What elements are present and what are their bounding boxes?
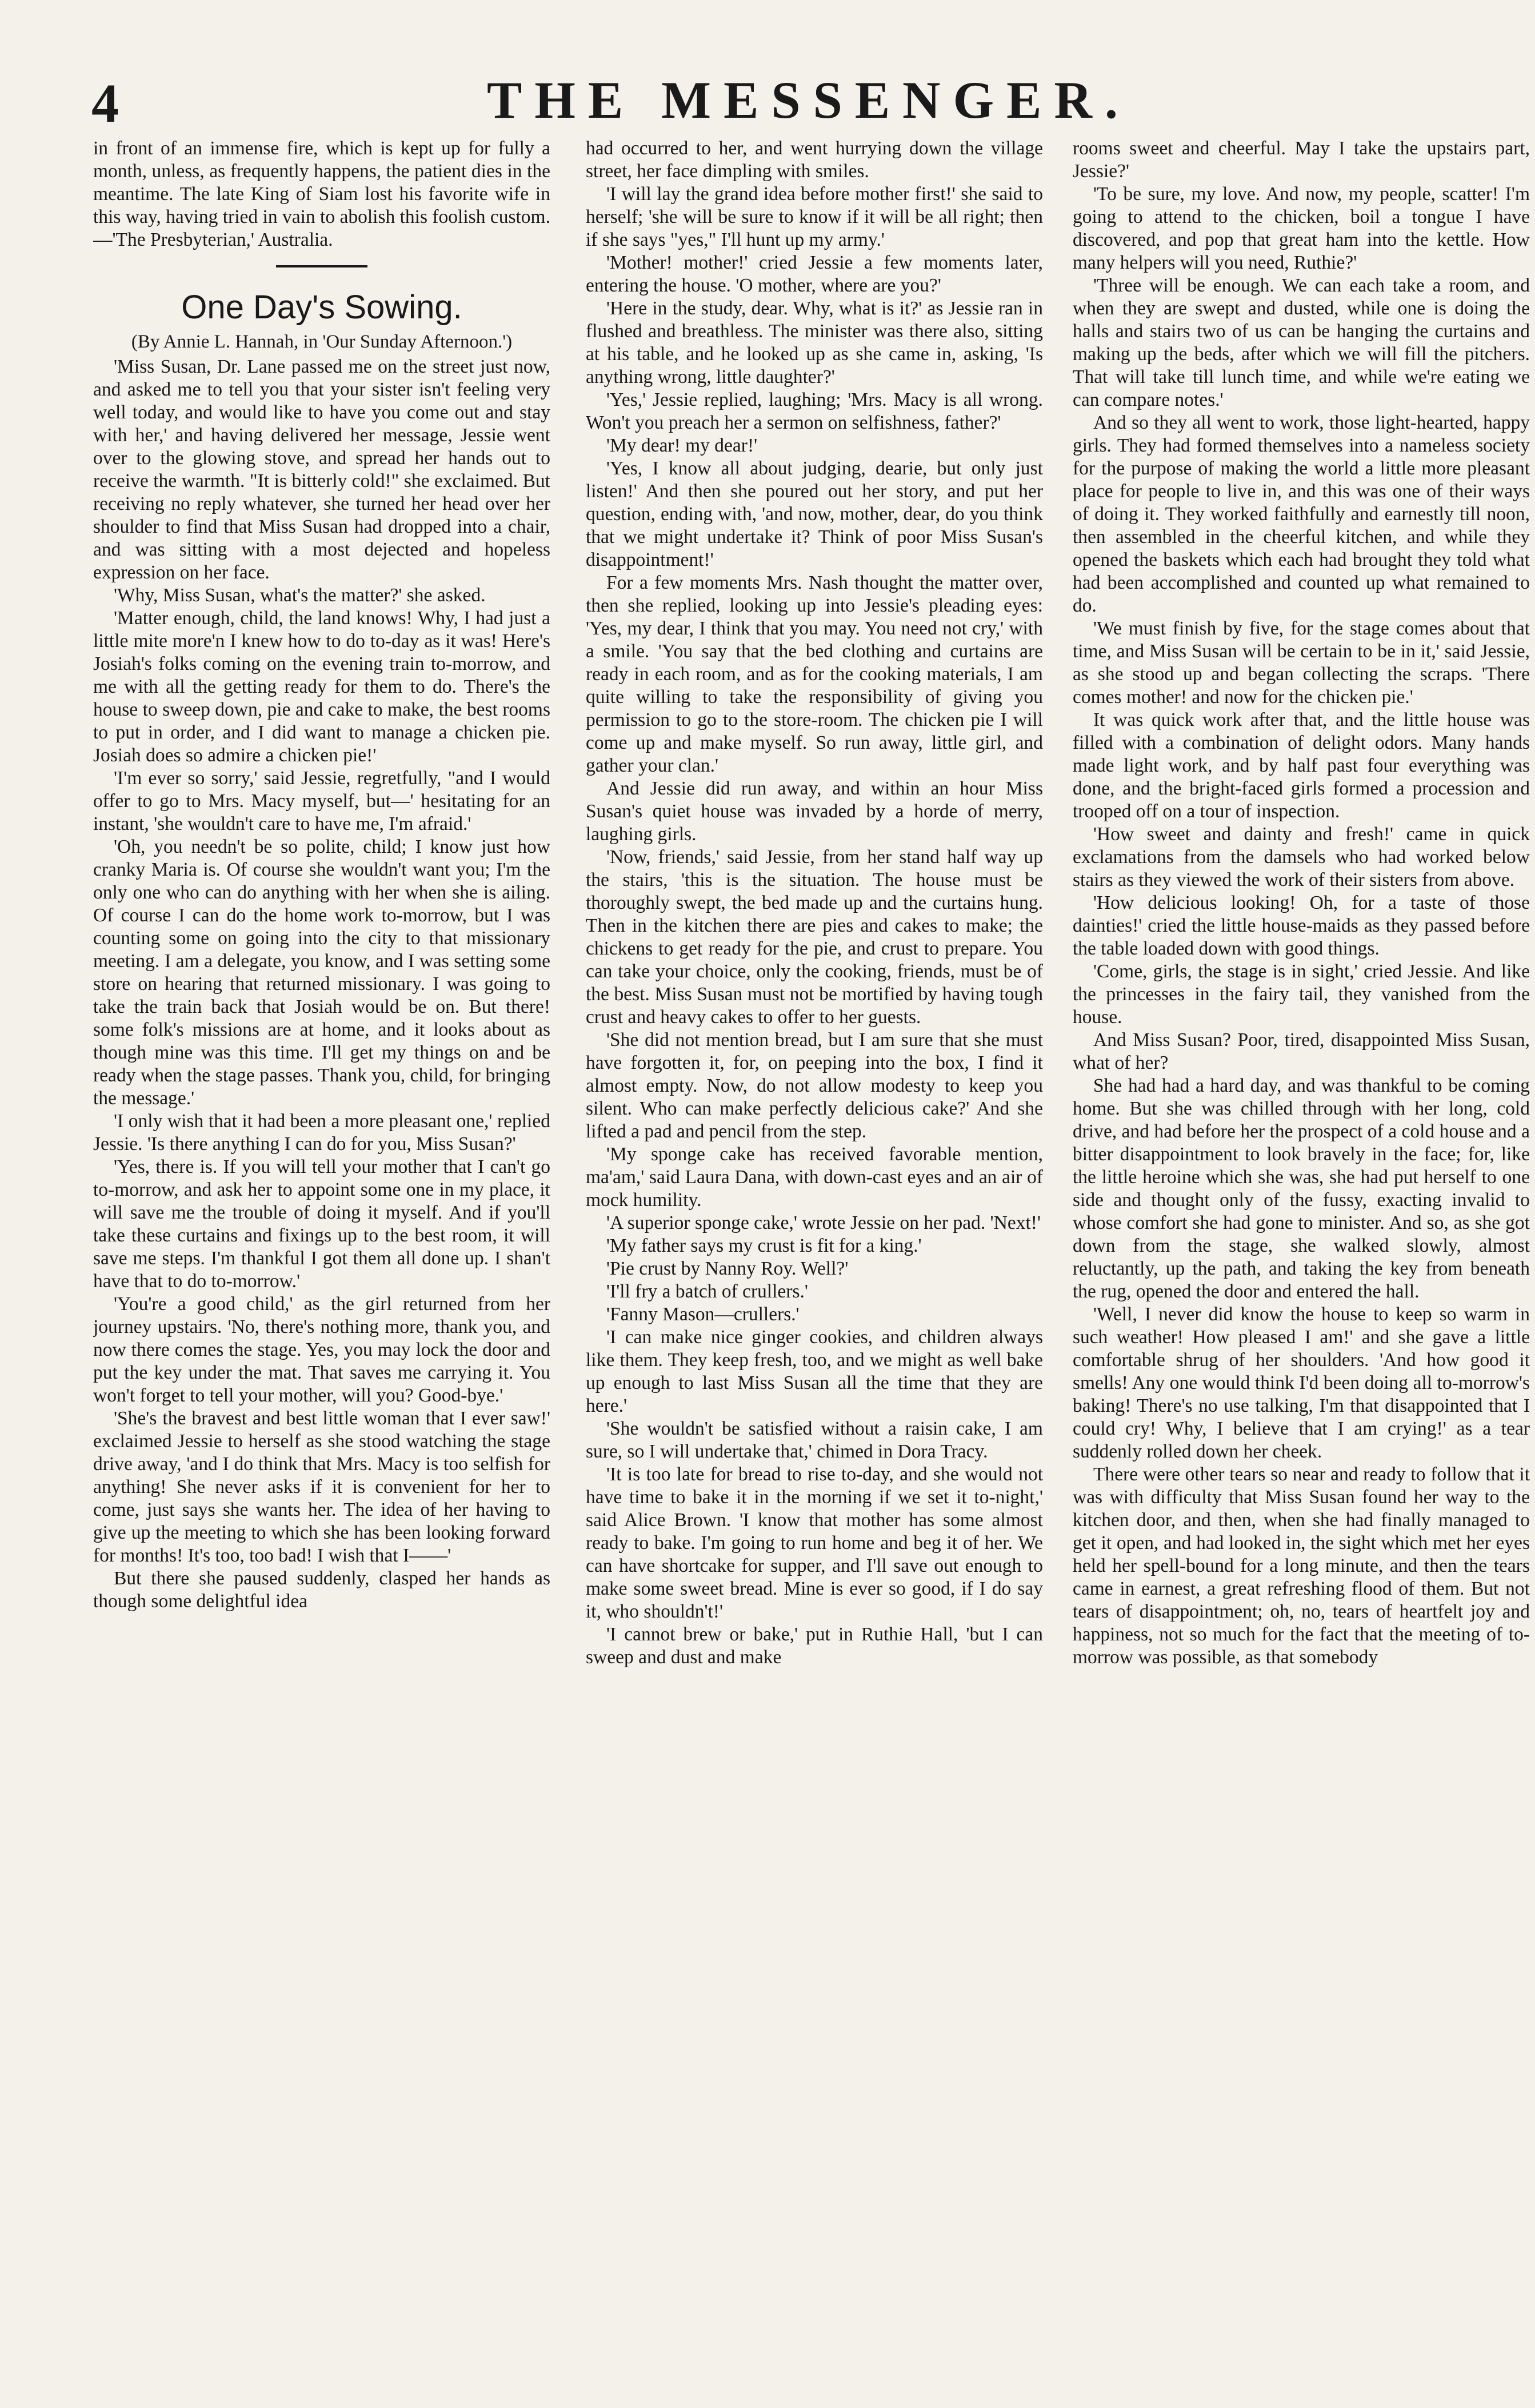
paragraph: For a few moments Mrs. Nash thought the matter over, then she replied, looking up into Jessie's pleading eyes: 'Yes, my dear, I think that you may. You need not cry,' with a smile. 'You say that the bed clothing and curtains are ready in each room, and as for the cooking materials, I am quite willing to take the responsibility of giving you permission to go to the store-room. The chicken pie I will come up and make myself. So run away, little girl, and gather your clan.' bbox=[586, 572, 1043, 776]
paragraph: But there she paused suddenly, clasped her hands as though some delightful idea bbox=[93, 1568, 550, 1612]
paragraph: 'Miss Susan, Dr. Lane passed me on the street just now, and asked me to tell you that your sister isn't feeling very well today, and would like to have you come out and stay with her,' and having delivered her message, Jessie went over to the glowing stove, and spread her hands out to receive the warmth. "It is bitterly cold!" she exclaimed. But receiving no reply whatever, she turned her head over her shoulder to find that Miss Susan had dropped into a chair, and was sitting with a most dejected and hopeless expression on her face. bbox=[93, 356, 550, 583]
paragraph: And so they all went to work, those light-hearted, happy girls. They had formed themselves into a nameless society for the purpose of making the world a little more pleasant place for people to live in, and this was one of their ways of doing it. They worked faithfully and earnestly till noon, then assembled in the cheerful kitchen, and while they opened the baskets which each had brought they told what had been accomplished and counted up what remained to do. bbox=[1073, 412, 1530, 616]
paragraph: 'She's the bravest and best little woman that I ever saw!' exclaimed Jessie to herself as she stood watching the stage drive away, 'and I do think that Mrs. Macy is too selfish for anything! She never asks if it is convenient for her to come, just says she wants her. The idea of her having to give up the meeting to which she has been looking forward for months! It's too, too bad! I wish that I——' bbox=[93, 1408, 550, 1566]
column-3-body bbox=[1073, 137, 1530, 1669]
page-header bbox=[86, 63, 1532, 134]
paragraph: 'Yes, I know all about judging, dearie, but only just listen!' And then she poured out her story, and put her question, ending with, 'and now, mother, dear, do you think that we might undertake it? Think of poor Miss Susan's disappointment!' bbox=[586, 458, 1043, 570]
paragraph: 'I can make nice ginger cookies, and children always like them. They keep fresh, too, and we might as well bake up enough to last Miss Susan all the time that they are here.' bbox=[586, 1327, 1043, 1416]
paragraph: 'I cannot brew or bake,' put in Ruthie Hall, 'but I can sweep and dust and make bbox=[586, 1624, 1043, 1668]
paragraph: 'My sponge cake has received favorable mention, ma'am,' said Laura Dana, with down-cast eyes and an air of mock humility. bbox=[586, 1144, 1043, 1211]
paragraph: 'We must finish by five, for the stage comes about that time, and Miss Susan will be certain to be in it,' said Jessie, as she stood up and began collecting the scraps. 'There comes mother! and now for the chicken pie.' bbox=[1073, 618, 1530, 708]
byline: (By Annie L. Hannah, in 'Our Sunday Afternoon.') bbox=[131, 332, 513, 352]
paragraph: And Miss Susan? Poor, tired, disappointed Miss Susan, what of her? bbox=[1073, 1029, 1530, 1073]
paragraph: 'Come, girls, the stage is in sight,' cried Jessie. And like the princesses in the fairy tail, they vanished from the house. bbox=[1073, 961, 1530, 1028]
paragraph: 'A superior sponge cake,' wrote Jessie on her pad. 'Next!' bbox=[606, 1212, 1041, 1233]
paragraph: 'My dear! my dear!' bbox=[606, 435, 758, 456]
paragraph: There were other tears so near and ready to follow that it was with difficulty that Miss Susan found her way to the kitchen door, and then, when she had finally managed to get it open, and had looked in, the sight which met her eyes held her spell-bound for a long minute, and then the tears came in earnest, a great refreshing flood of them. But not tears of disappointment; oh, no, tears of heartfelt joy and happiness, not so much for the fact that the meeting of to-morrow was possible, as that somebody bbox=[1073, 1464, 1530, 1668]
paragraph: 'Oh, you needn't be so polite, child; I know just how cranky Maria is. Of course she wouldn't want you; I'm the only one who can do anything with her when she is ailing. Of course I can do the home work to-morrow, but I was counting some on going into the city to that missionary meeting. I am a delegate, you know, and I was setting some store on hearing that returned missionary. I was going to take the train back that Josiah would be on. But there! some folk's missions are at home, and it looks about as though mine was this time. I'll get my things on and be ready when the stage passes. Thank you, child, for bringing the message.' bbox=[93, 836, 550, 1109]
column-3 bbox=[1073, 137, 1530, 2383]
paragraph: 'Well, I never did know the house to keep so warm in such weather! How pleased I am!' and she gave a little comfortable shrug of her shoulders. 'And how good it smells! Any one would think I'd been doing all to-morrow's baking! There's no use talking, I'm that disappointed that I could cry! Why, I believe that I am crying!' as a tear suddenly rolled down her cheek. bbox=[1073, 1304, 1530, 1462]
paragraph: 'How delicious looking! Oh, for a taste of those dainties!' cried the little house-maids as they passed before the table loaded down with good things. bbox=[1073, 892, 1530, 959]
paragraph: 'Here in the study, dear. Why, what is it?' as Jessie ran in flushed and breathless. The minister was there also, sitting at his table, and he looked up as she came in, asking, 'Is anything wrong, little daughter?' bbox=[586, 298, 1043, 388]
column-2-body bbox=[586, 137, 1043, 1669]
column-2 bbox=[586, 137, 1043, 2383]
paragraph: 'Pie crust by Nanny Roy. Well?' bbox=[606, 1258, 849, 1279]
paragraph: 'It is too late for bread to rise to-day, and she would not have time to bake it in the morning if we set it to-night,' said Alice Brown. 'I know that mother has some almost ready to bake. I'm going to run home and beg it of her. We can have shortcake for supper, and I'll save out enough to make some sweet bread. Mine is ever so good, if I do say it, who shouldn't!' bbox=[586, 1464, 1043, 1622]
paragraph: 'Mother! mother!' cried Jessie a few moments later, entering the house. 'O mother, where are you?' bbox=[586, 252, 1043, 296]
paragraph: 'I'm ever so sorry,' said Jessie, regretfully, "and I would offer to go to Mrs. Macy myself, but—' hesitating for an instant, 'she wouldn't care to have me, I'm afraid.' bbox=[93, 768, 550, 834]
paragraph: 'I will lay the grand idea before mother first!' she said to herself; 'she will be sure to know if it will be all right; then if she says "yes," I'll hunt up my army.' bbox=[586, 183, 1043, 250]
paragraph: 'Yes, there is. If you will tell your mother that I can't go to-morrow, and ask her to appoint some one in my place, it will save me the trouble of doing it myself. And if you'll take these curtains and fixings up to the best room, it will save me steps. I'm thankful I got them all done up. I shan't have that to do to-morrow.' bbox=[93, 1156, 550, 1292]
paragraph: 'How sweet and dainty and fresh!' came in quick exclamations from the damsels who had worked below stairs as they viewed the work of their sisters from above. bbox=[1073, 824, 1530, 890]
paragraph: 'I only wish that it had been a more pleasant one,' replied Jessie. 'Is there anything I can do for you, Miss Susan?' bbox=[93, 1111, 550, 1155]
paragraph: She had had a hard day, and was thankful to be coming home. But she was chilled through with her long, cold drive, and had before her the prospect of a cold house and a bitter disappointment to look bravely in the face; for, like the little heroine which she was, she had put herself to one side and thought only of the fussy, exacting invalid to whose comfort she had gone to minister. And so, as she got down from the stage, she walked slowly, almost reluctantly, up the path, and taking the key from beneath the rug, opened the door and entered the hall. bbox=[1073, 1075, 1530, 1302]
paragraph: 'You're a good child,' as the girl returned from her journey upstairs. 'No, there's nothing more, thank you, and now there comes the stage. Yes, you may lock the door and put the key under the mat. That saves me carrying it. You won't forget to tell your mother, will you? Good-bye.' bbox=[93, 1293, 550, 1406]
paragraph: 'Why, Miss Susan, what's the matter?' she asked. bbox=[114, 585, 486, 606]
paragraph: It was quick work after that, and the little house was filled with a combination of delight odors. Many hands made light work, and by half past four everything was done, and the bright-faced girls formed a procession and trooped off on a tour of inspection. bbox=[1073, 709, 1530, 822]
title-rule bbox=[276, 265, 367, 267]
paragraph: rooms sweet and cheerful. May I take the upstairs part, Jessie?' bbox=[1073, 138, 1530, 182]
paragraph: 'Three will be enough. We can each take a room, and when they are swept and dusted, while one is doing the halls and stairs two of us can be hanging the curtains and making up the beds, after which we will fill the pitchers. That will take till lunch time, and while we're eating we can compare notes.' bbox=[1073, 275, 1530, 410]
preceding-article-end: in front of an immense fire, which is kept up for fully a month, unless, as frequently happens, the patient dies in the meantime. The late King of Siam lost his favorite wife in this way, having tried in vain to abolish this foolish custom.—'The Presbyterian,' Australia. bbox=[93, 138, 550, 250]
masthead-title: THE MESSENGER. bbox=[487, 71, 1130, 129]
paragraph: 'She wouldn't be satisfied without a raisin cake, I am sure, so I will undertake that,' chimed in Dora Tracy. bbox=[586, 1418, 1043, 1462]
paragraph: had occurred to her, and went hurrying down the village street, her face dimpling with smiles. bbox=[586, 138, 1043, 182]
paragraph: 'My father says my crust is fit for a king.' bbox=[606, 1235, 922, 1256]
column-1-body bbox=[93, 356, 550, 1613]
paragraph: 'I'll fry a batch of crullers.' bbox=[606, 1281, 808, 1302]
paragraph: And Jessie did run away, and within an hour Miss Susan's quiet house was invaded by a horde of merry, laughing girls. bbox=[586, 778, 1043, 845]
paragraph: 'Fanny Mason—crullers.' bbox=[606, 1304, 800, 1325]
page-number: 4 bbox=[91, 73, 119, 134]
column-1 bbox=[93, 137, 550, 2383]
story-title: One Day's Sowing. bbox=[181, 289, 462, 326]
paragraph: 'Yes,' Jessie replied, laughing; 'Mrs. Macy is all wrong. Won't you preach her a sermon on selfishness, father?' bbox=[586, 389, 1043, 433]
paragraph: 'Now, friends,' said Jessie, from her stand half way up the stairs, 'this is the situation. The house must be thoroughly swept, the bed made up and the curtains hung. Then in the kitchen there are pies and cakes to make; the chickens to get ready for the pie, and crust to prepare. You can take your choice, only the cooking, friends, must be of the best. Miss Susan must not be mortified by having tough crust and heavy cakes to offer to her guests. bbox=[586, 846, 1043, 1028]
article-columns bbox=[89, 137, 1532, 2383]
paragraph: 'She did not mention bread, but I am sure that she must have forgotten it, for, on peeping into the box, I find it almost empty. Now, do not allow modesty to keep you silent. Who can make perfectly delicious cake?' And she lifted a pad and pencil from the step. bbox=[586, 1029, 1043, 1142]
paragraph: 'To be sure, my love. And now, my people, scatter! I'm going to attend to the chicken, boil a tongue I have discovered, and pop that great ham into the kettle. How many helpers will you need, Ruthie?' bbox=[1073, 183, 1530, 273]
paragraph: 'Matter enough, child, the land knows! Why, I had just a little mite more'n I knew how to do to-day as it was! Here's Josiah's folks coming on the evening train to-morrow, and me with all the getting ready for them to do. There's the house to sweep down, pie and cake to make, the best rooms to put in order, and I did want to manage a chicken pie. Josiah does so admire a chicken pie!' bbox=[93, 608, 550, 766]
